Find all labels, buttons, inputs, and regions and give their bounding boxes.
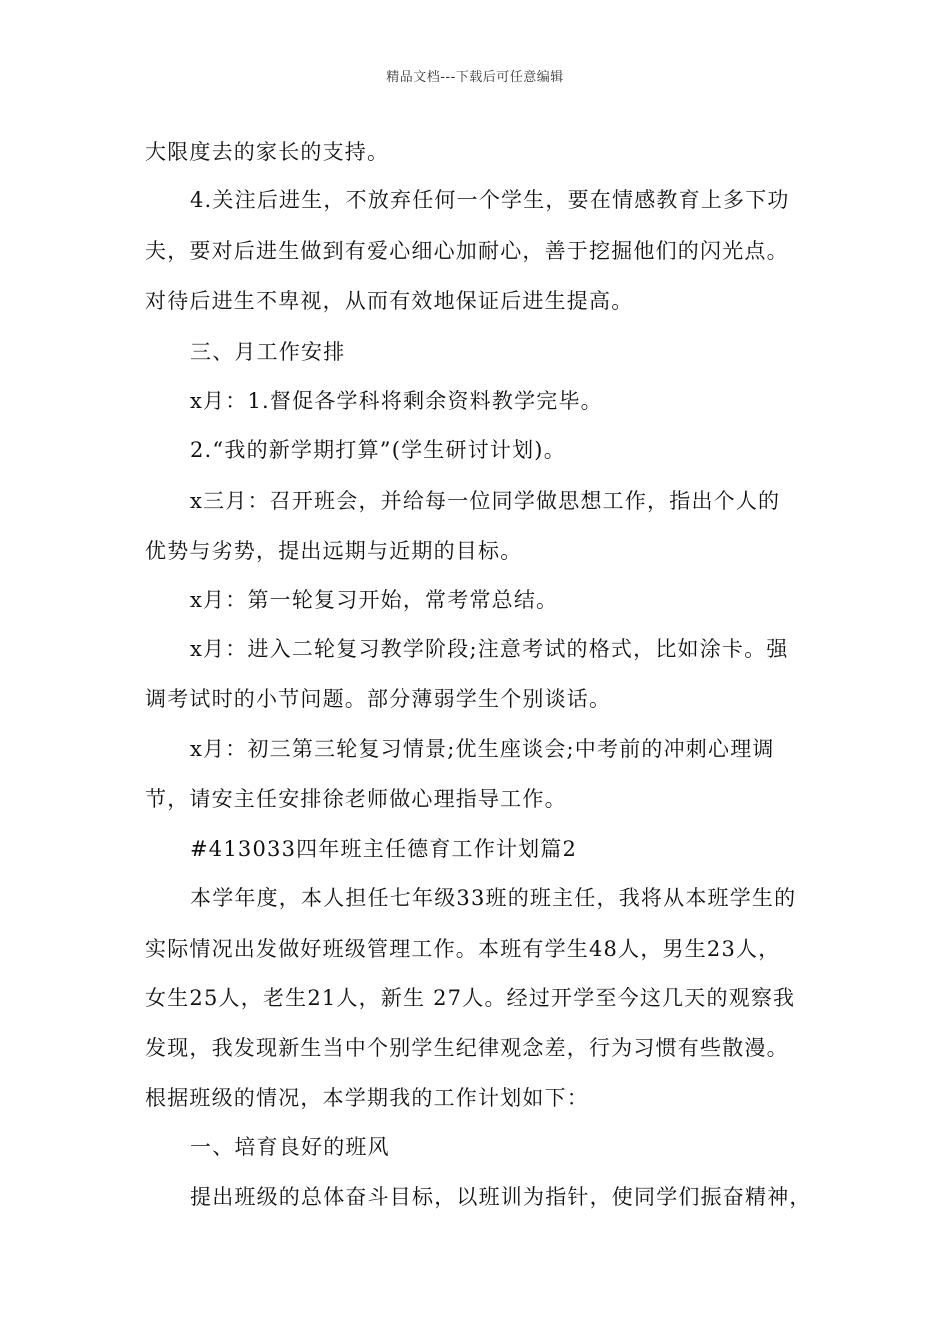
page-header: 精品文档---下载后可任意编辑	[386, 70, 564, 85]
text-line: 大限度去的家长的支持。	[145, 140, 390, 164]
text-line: x三月：召开班会，并给每一位同学做思想工作，指出个人的	[190, 489, 781, 513]
text-line: 夫，要对后进生做到有爱心细心加耐心，善于挖掘他们的闪光点。	[145, 239, 789, 263]
text-line: 实际情况出发做好班级管理工作。本班有学生48人，男生23人，	[145, 937, 781, 961]
section-heading: 三、月工作安排	[190, 340, 346, 364]
text-line: 女生25人，老生21人，新生 27人。经过开学至今这几天的观察我	[145, 986, 796, 1010]
text-line: x月：1.督促各学科将剩余资料教学完毕。	[190, 389, 603, 413]
text-line: 根据班级的情况，本学期我的工作计划如下：	[145, 1086, 589, 1110]
text-line: 节，请安主任安排徐老师做心理指导工作。	[145, 787, 567, 811]
text-line: 本学年度，本人担任七年级33班的班主任，我将从本班学生的	[190, 886, 797, 910]
text-line: 提出班级的总体奋斗目标，以班训为指针，使同学们振奋精神，	[190, 1185, 812, 1209]
text-line: 发现，我发现新生当中个别学生纪律观念差，行为习惯有些散漫。	[145, 1036, 789, 1060]
text-line: 对待后进生不卑视，从而有效地保证后进生提高。	[145, 289, 634, 313]
text-line: x月：初三第三轮复习情景;优生座谈会;中考前的冲刺心理调	[190, 737, 775, 761]
text-line: x月：第一轮复习开始，常考常总结。	[190, 588, 559, 612]
text-line: 2.“我的新学期打算”(学生研讨计划)。	[190, 438, 566, 462]
text-line: 优势与劣势，提出远期与近期的目标。	[145, 539, 523, 563]
section-heading: 一、培育良好的班风	[190, 1135, 390, 1159]
text-line: x月：进入二轮复习教学阶段;注意考试的格式，比如涂卡。强	[190, 637, 789, 661]
text-line: 4.关注后进生，不放弃任何一个学生，要在情感教育上多下功	[190, 188, 790, 212]
section-title: #413033四年班主任德育工作计划篇2	[190, 837, 578, 861]
text-line: 调考试时的小节问题。部分薄弱学生个别谈话。	[145, 687, 612, 711]
